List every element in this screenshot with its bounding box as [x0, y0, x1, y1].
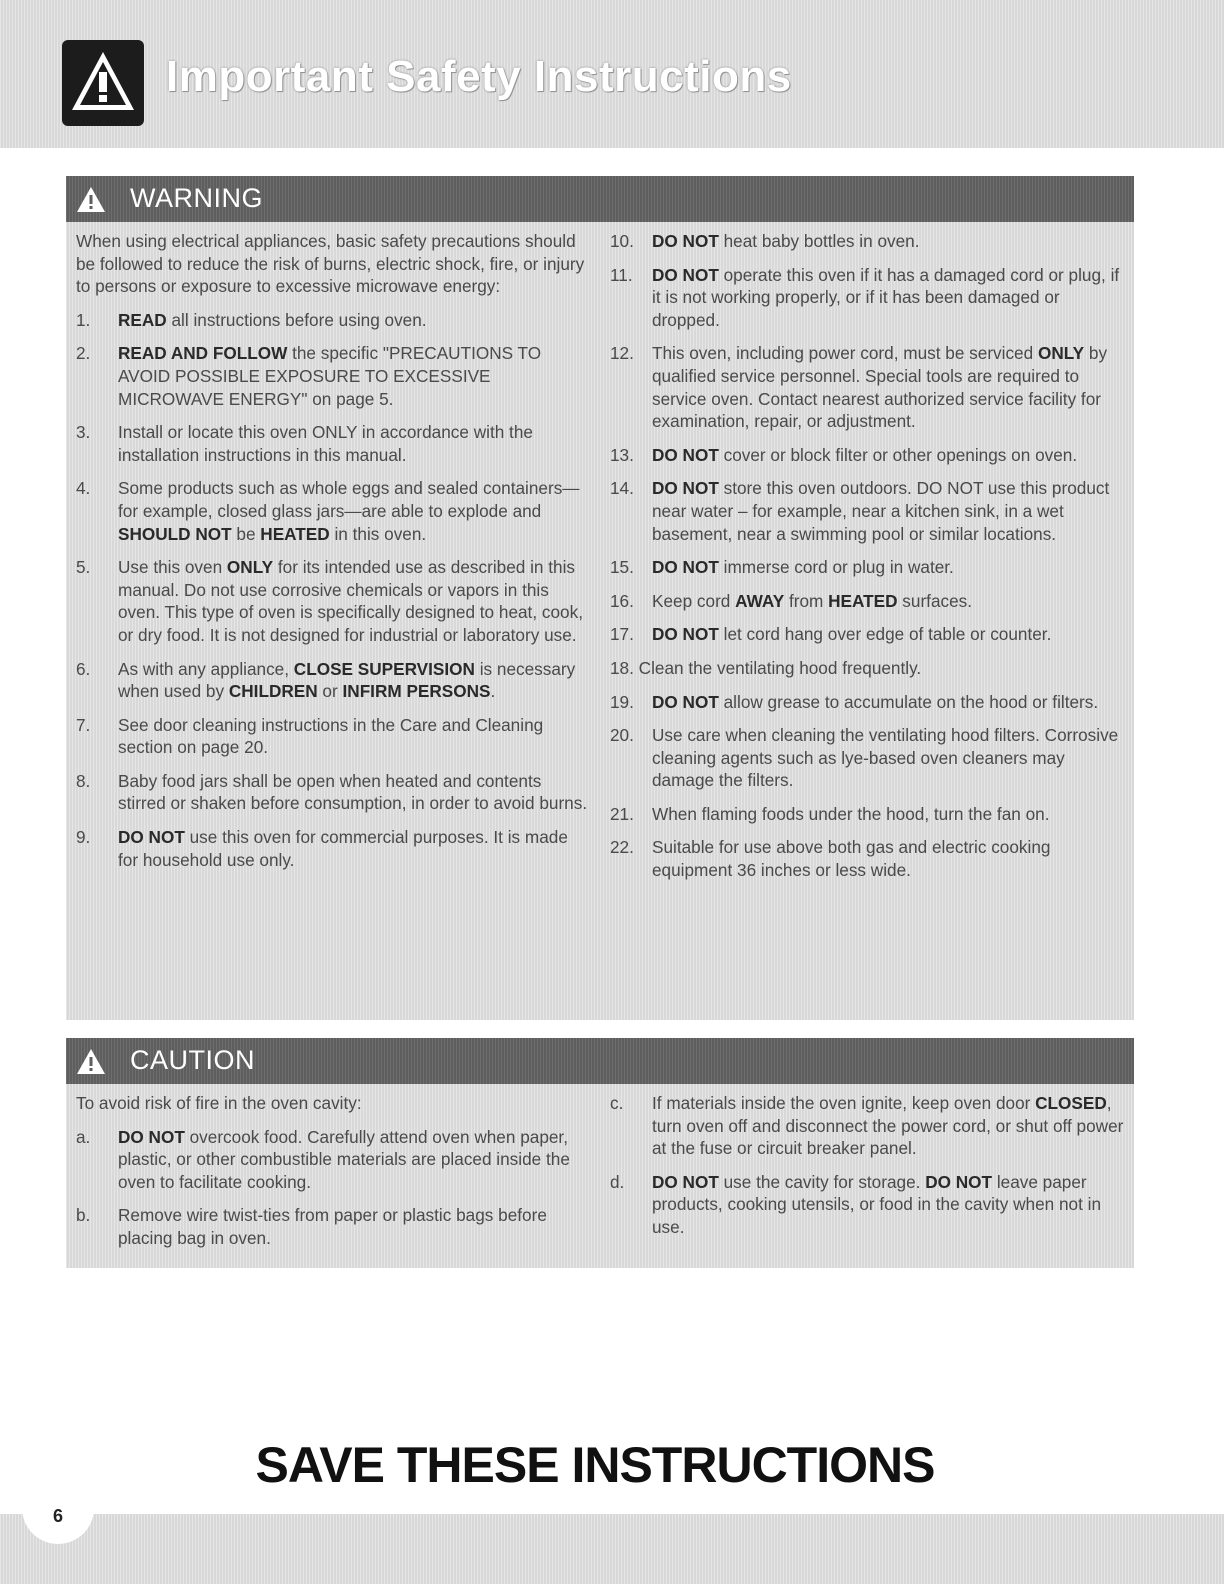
- caution-heading: CAUTION: [130, 1045, 255, 1075]
- item-number: 6.: [76, 658, 91, 679]
- item-text: [652, 692, 1098, 712]
- caution-body: [66, 1084, 1134, 1268]
- list-item: [610, 556, 1128, 579]
- item-number: 11.: [610, 264, 633, 285]
- caution-right-column: [610, 1092, 1128, 1250]
- body-text: immerse cord or plug in water.: [718, 557, 954, 578]
- warning-left-column: [76, 230, 588, 882]
- warning-right-column: [610, 230, 1128, 893]
- emphasis-text: ONLY: [1037, 343, 1085, 364]
- caution-left-column: [76, 1092, 588, 1261]
- emphasis-text: DO NOT: [652, 624, 719, 645]
- emphasis-text: HEATED: [260, 523, 330, 544]
- body-text: is necessary when used by: [118, 658, 576, 702]
- list-item: [610, 724, 1128, 792]
- item-text: [652, 231, 920, 251]
- item-number: 1.: [76, 309, 91, 330]
- emphasis-text: CLOSED: [1035, 1093, 1107, 1113]
- emphasis-text: AWAY: [735, 590, 785, 611]
- body-text: allow grease to accumulate on the hood or filters.: [718, 691, 1099, 712]
- list-item: [610, 657, 1128, 680]
- body-text: Baby food jars shall be open when heated and contents stirred or shaken before consumption, in order to avoid burns.: [118, 770, 588, 814]
- item-text: [118, 1127, 570, 1192]
- body-text: Install or locate this oven ONLY in accordance with the installation instructions in this manual.: [118, 422, 533, 465]
- item-text: [118, 310, 427, 330]
- list-item: [610, 803, 1128, 826]
- item-number: 17.: [610, 624, 634, 645]
- item-number: 12.: [610, 343, 634, 364]
- emphasis-text: READ: [118, 309, 167, 330]
- item-text: [118, 771, 587, 814]
- warning-header: [66, 176, 1134, 222]
- list-item: [610, 590, 1128, 613]
- item-number: 9.: [76, 827, 91, 848]
- list-item: [610, 477, 1128, 545]
- list-item: [610, 836, 1128, 881]
- body-text: overcook food. Carefully attend oven when paper, plastic, or other combustible materials are placed inside the oven to facilitate cooking.: [118, 1126, 570, 1192]
- body-text: , turn oven off and disconnect the power cord, or shut off power at the fuse or circuit breaker panel.: [652, 1093, 1124, 1159]
- emphasis-text: DO NOT: [652, 478, 719, 499]
- item-text: [118, 557, 583, 645]
- emphasis-text: READ AND FOLLOW: [118, 343, 288, 364]
- list-item: [76, 477, 588, 545]
- body-text: See door cleaning instructions in the Care and Cleaning section on page 20.: [118, 714, 544, 758]
- item-text: [652, 265, 1119, 330]
- body-text: If materials inside the oven ignite, keep oven door: [652, 1093, 1036, 1113]
- emphasis-text: DO NOT: [652, 264, 719, 285]
- item-text: [610, 658, 921, 678]
- body-text: in this oven.: [329, 523, 427, 544]
- caution-box: [66, 1038, 1134, 1268]
- list-item: [76, 1126, 588, 1194]
- warning-heading: WARNING: [130, 183, 263, 213]
- list-item: [610, 691, 1128, 714]
- list-item: [76, 556, 588, 646]
- item-text: [652, 343, 1107, 431]
- list-item: [610, 264, 1128, 332]
- item-number: 22.: [610, 837, 634, 858]
- emphasis-text: DO NOT: [652, 231, 719, 251]
- item-text: [652, 837, 1050, 880]
- item-number: 4.: [76, 478, 91, 499]
- body-text: heat baby bottles in oven.: [718, 231, 920, 251]
- item-number: 13.: [610, 444, 634, 465]
- page-title: Important Safety Instructions: [166, 52, 792, 101]
- item-text: [652, 624, 1051, 644]
- item-number: 8.: [76, 770, 91, 791]
- body-text: all instructions before using oven.: [166, 309, 427, 330]
- item-text: [652, 804, 1050, 824]
- emphasis-text: INFIRM PERSONS: [342, 681, 491, 702]
- body-text: operate this oven if it has a damaged cord or plug, if it is not working properly, or if it has been damaged or dropped.: [652, 264, 1120, 330]
- item-number: 19.: [610, 691, 634, 712]
- emphasis-text: SHOULD NOT: [118, 523, 232, 544]
- item-text: [118, 343, 541, 408]
- body-text: surfaces.: [897, 590, 973, 611]
- item-number: 15.: [610, 557, 634, 578]
- item-number: c.: [610, 1093, 624, 1113]
- body-text: Keep cord: [652, 590, 736, 611]
- item-number: 2.: [76, 343, 91, 364]
- body-text: .: [490, 681, 496, 702]
- item-text: [652, 478, 1109, 543]
- emphasis-text: CLOSE SUPERVISION: [293, 658, 475, 679]
- item-text: [652, 1172, 1101, 1237]
- save-instructions-title: SAVE THESE INSTRUCTIONS: [255, 1437, 935, 1493]
- emphasis-text: DO NOT: [118, 1126, 185, 1147]
- footer-band: [0, 1514, 1224, 1584]
- list-item: [610, 342, 1128, 432]
- item-number: b.: [76, 1205, 91, 1226]
- body-text: leave paper products, cooking utensils, or food in the cavity when not in use.: [652, 1171, 1102, 1237]
- warning-box: [66, 176, 1134, 1020]
- item-number: d.: [610, 1171, 625, 1192]
- item-number: 16.: [610, 590, 634, 611]
- body-text: from: [784, 590, 829, 611]
- body-text: let cord hang over edge of table or counter.: [718, 624, 1052, 645]
- body-text: 18. Clean the ventilating hood frequently.: [610, 657, 922, 678]
- item-text: [118, 1205, 547, 1248]
- list-item: [76, 342, 588, 410]
- body-text: Use care when cleaning the ventilating hood filters. Corrosive cleaning agents such as lye-based oven cleaners may damage the filters.: [652, 725, 1119, 791]
- body-text: cover or block filter or other openings on oven.: [718, 444, 1078, 465]
- list-item: [610, 1171, 1128, 1239]
- body-text: As with any appliance,: [118, 658, 294, 679]
- item-number: 20.: [610, 725, 634, 746]
- emphasis-text: DO NOT: [925, 1171, 993, 1192]
- item-number: 14.: [610, 478, 634, 499]
- item-text: [118, 422, 533, 465]
- caution-intro: To avoid risk of fire in the oven cavity:: [76, 1093, 362, 1113]
- list-item: [610, 230, 1128, 253]
- item-text: [652, 591, 972, 611]
- warning-body: [66, 222, 1134, 1020]
- list-item: [76, 826, 588, 871]
- emphasis-text: DO NOT: [118, 827, 185, 848]
- body-text: Use this oven: [118, 557, 227, 578]
- item-number: a.: [76, 1126, 91, 1147]
- list-item: [76, 658, 588, 703]
- body-text: use this oven for commercial purposes. It is made for household use only.: [118, 827, 568, 870]
- body-text: for its intended use as described in this manual. Do not use corrosive chemicals or vapors in this oven. This type of oven is specifically designed to heat, cook, or dry food. It is not designed for industrial or laboratory use.: [118, 557, 583, 645]
- item-number: 3.: [76, 422, 91, 443]
- list-item: [76, 421, 588, 466]
- item-text: [118, 478, 579, 543]
- warning-icon: [76, 186, 106, 213]
- body-text: be: [231, 523, 261, 544]
- item-text: [652, 725, 1118, 790]
- list-item: [76, 1204, 588, 1249]
- list-item: [610, 444, 1128, 467]
- body-text: Some products such as whole eggs and sealed containers—for example, closed glass jars—are able to explode and: [118, 478, 580, 521]
- item-number: 21.: [610, 803, 634, 824]
- emphasis-text: HEATED: [828, 590, 898, 611]
- body-text: by qualified service personnel. Special tools are required to service oven. Contact nearest authorized service facility for examination, repair, or adjustment.: [652, 343, 1108, 432]
- item-text: [118, 827, 568, 870]
- item-number: 10.: [610, 231, 634, 251]
- list-item: [76, 309, 588, 332]
- warning-triangle-icon: [62, 40, 144, 126]
- caution-header: [66, 1038, 1134, 1084]
- body-text: store this oven outdoors. DO NOT use this product near water – for example, near a kitchen sink, in a wet basement, near a swimming pool or similar locations.: [652, 478, 1110, 544]
- body-text: When flaming foods under the hood, turn the fan on.: [652, 803, 1050, 824]
- emphasis-text: DO NOT: [652, 691, 719, 712]
- list-item: [76, 714, 588, 759]
- item-number: 5.: [76, 557, 91, 578]
- emphasis-text: DO NOT: [652, 557, 719, 578]
- list-item: [76, 770, 588, 815]
- item-text: [652, 445, 1077, 465]
- body-text: or: [317, 681, 343, 702]
- emphasis-text: DO NOT: [652, 444, 719, 465]
- page-number: 6: [22, 1494, 94, 1544]
- list-item: [610, 623, 1128, 646]
- emphasis-text: DO NOT: [652, 1171, 719, 1192]
- item-text: [118, 715, 543, 758]
- body-text: Remove wire twist-ties from paper or plastic bags before placing bag in oven.: [118, 1205, 547, 1248]
- item-number: 7.: [76, 714, 91, 735]
- item-text: [652, 1093, 1123, 1158]
- body-text: use the cavity for storage.: [718, 1171, 926, 1192]
- emphasis-text: CHILDREN: [228, 681, 318, 702]
- emphasis-text: ONLY: [226, 557, 274, 578]
- item-text: [118, 659, 575, 702]
- warning-intro: When using electrical appliances, basic safety precautions should be followed to reduce the risk of burns, electric shock, fire, or injury to persons or exposure to excessive microwave energy:: [76, 231, 585, 297]
- caution-icon: [76, 1048, 106, 1075]
- item-text: [652, 557, 954, 577]
- list-item: [610, 1092, 1128, 1160]
- body-text: This oven, including power cord, must be serviced: [652, 343, 1038, 364]
- body-text: the specific "PRECAUTIONS TO AVOID POSSIBLE EXPOSURE TO EXCESSIVE MICROWAVE ENERGY" on page 5.: [118, 343, 542, 409]
- body-text: Suitable for use above both gas and electric cooking equipment 36 inches or less wide.: [652, 837, 1051, 881]
